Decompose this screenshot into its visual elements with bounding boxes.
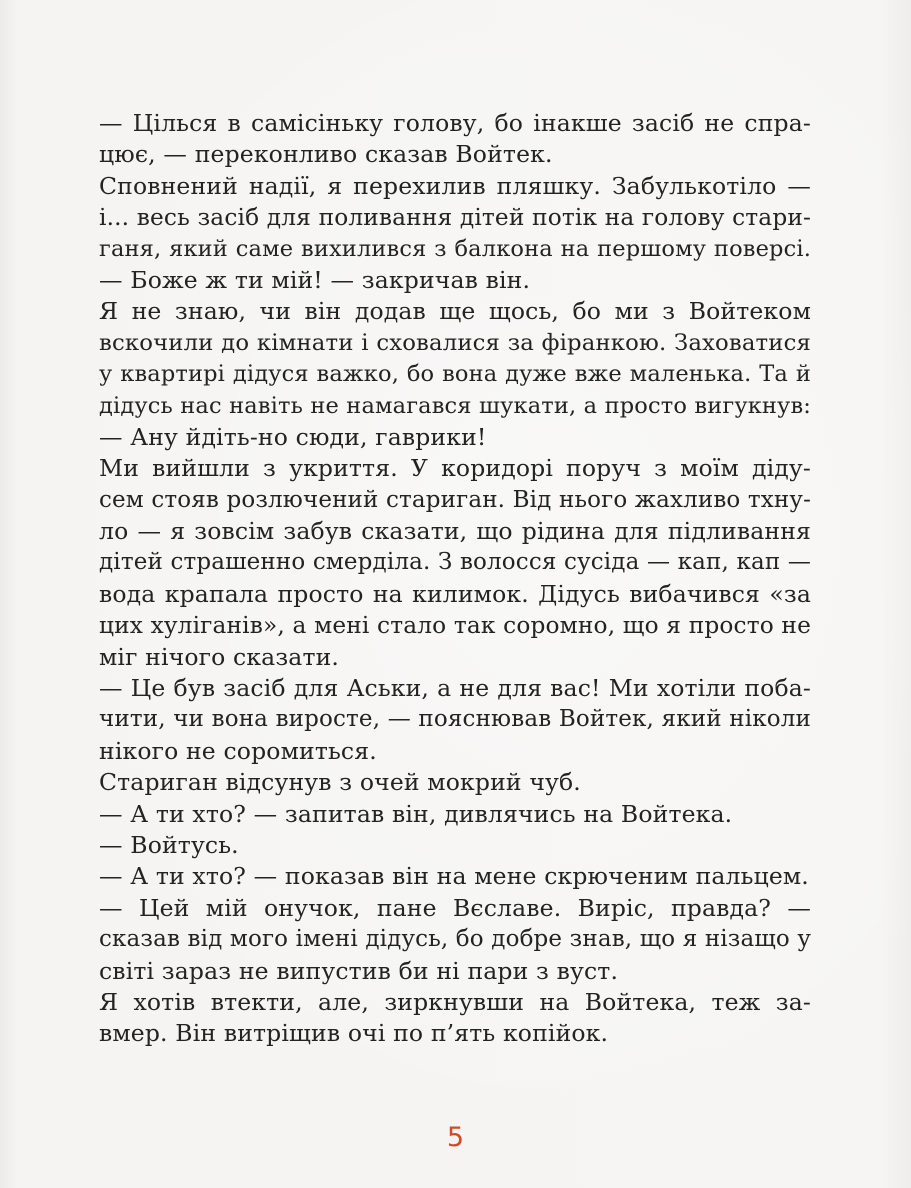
text-line: — Це був засіб для Аськи, а не для вас! Ми хотіли поба- <box>99 674 811 703</box>
text-line: нікого не соромиться. <box>99 736 377 765</box>
text-line: Стариган відсунув з очей мокрий чуб. <box>99 768 581 797</box>
text-line: — Ану йдіть-но сюди, гаврики! <box>99 422 487 451</box>
text-line: — Цей мій онучок, пане Вєславе. Виріс, правда? — <box>99 893 811 922</box>
text-line: ганя, який саме вихилився з балкона на першому поверсі. <box>99 235 811 262</box>
text-line: Я хотів втекти, але, зиркнувши на Войтека, теж за- <box>99 987 811 1016</box>
text-line: сем стояв розлючений стариган. Від нього жахливо тхну- <box>99 486 811 513</box>
text-line: у квартирі дідуся важко, бо вона дуже вже маленька. Та й <box>99 361 811 388</box>
text-line: світі зараз не випустив би ні пари з вуст. <box>99 956 619 985</box>
text-line: Сповнений надії, я перехилив пляшку. Забулькотіло — <box>99 171 811 200</box>
text-line: і... весь засіб для поливання дітей потік на голову стари- <box>99 204 811 232</box>
text-line: вскочили до кімнати і сховалися за фіранкою. Заховатися <box>99 329 811 356</box>
text-line: — Боже ж ти мій! — закричав він. <box>99 265 531 294</box>
text-line: — А ти хто? — запитав він, дивлячись на Войтека. <box>99 799 733 828</box>
body-text <box>99 108 811 1050</box>
text-line: вода крапала просто на килимок. Дідусь вибачився «за <box>99 579 811 608</box>
text-line: міг нічого сказати. <box>99 642 340 671</box>
text-line: дідусь нас навіть не намагався шукати, а просто вигукнув: <box>99 392 811 419</box>
text-line: Ми вийшли з укриття. У коридорі поруч з моїм діду- <box>99 454 811 483</box>
text-line: ло — я зовсім забув сказати, що рідина для підливання <box>99 517 811 546</box>
page-number: 5 <box>446 1122 465 1153</box>
text-line: сказав від мого імені дідусь, бо добре знав, що я нізащо у <box>99 926 812 953</box>
text-line: вмер. Він витріщив очі по п’ять копійок. <box>99 1019 609 1048</box>
text-line: — Цілься в самісіньку голову, бо інакше засіб не спра- <box>99 109 811 137</box>
text-line: цює, — переконливо сказав Войтек. <box>99 140 553 169</box>
text-line: — Войтусь. <box>99 830 239 859</box>
text-line: чити, чи вона виросте, — пояснював Войтек, який ніколи <box>99 706 811 733</box>
text-line: Я не знаю, чи він додав ще щось, бо ми з Войтеком <box>99 297 811 326</box>
text-line: дітей страшенно смерділа. З волосся сусіда — кап, кап — <box>99 549 811 576</box>
text-line: цих хуліганів», а мені стало так соромно, що я просто не <box>99 612 811 640</box>
text-line: — А ти хто? — показав він на мене скрюченим пальцем. <box>99 862 809 891</box>
